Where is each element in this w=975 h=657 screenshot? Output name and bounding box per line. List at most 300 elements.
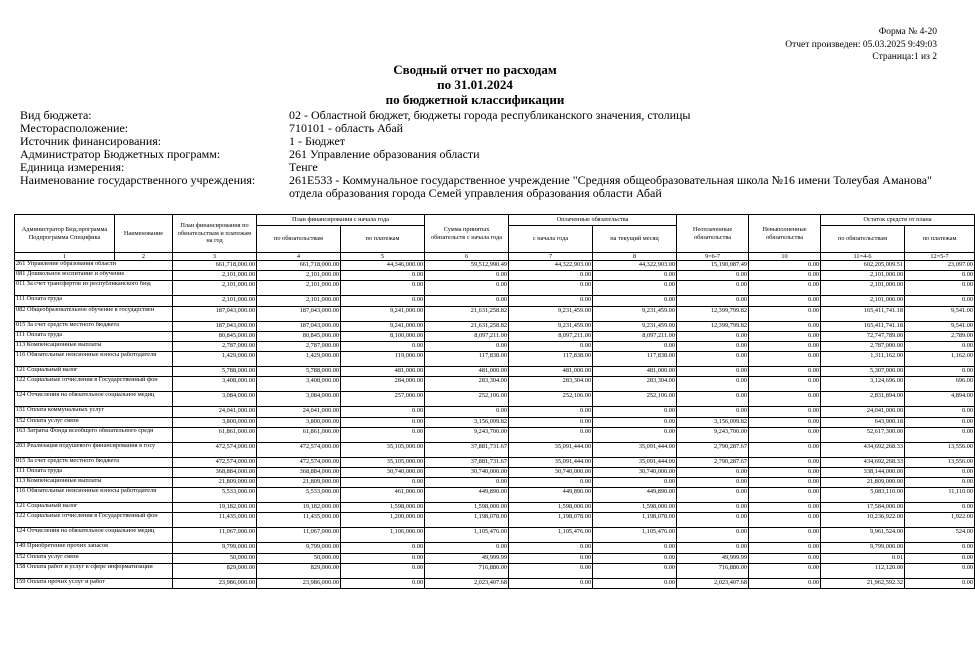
- row-value: 10,236,922.00: [821, 513, 905, 528]
- column-number: 2: [115, 253, 173, 261]
- row-value: 24,041,000.00: [821, 407, 905, 417]
- row-value: 1,198,078.00: [425, 513, 509, 528]
- row-value: 8,100,000.00: [341, 331, 425, 341]
- info-value: 261E533 - Коммунальное государственное учреждение "Средняя общеобразовательная школа №16 имени Толеубая Аманова" отдела образования города Семей управления образования области Абай: [289, 173, 932, 200]
- row-value: 0.00: [593, 578, 677, 588]
- row-value: 0.00: [509, 563, 593, 578]
- row-value: 117,838.00: [593, 352, 677, 367]
- row-value: 15,190,087.49: [677, 261, 749, 271]
- row-value: 3,800,000.00: [257, 417, 341, 427]
- row-value: 44,322,903.00: [509, 261, 593, 271]
- row-value: 44,346,000.00: [341, 261, 425, 271]
- row-value: 30,740,000.00: [341, 467, 425, 477]
- row-value: 1,598,000.00: [425, 503, 509, 513]
- title-line-3: по бюджетной классификации: [385, 92, 565, 107]
- row-value: 3,408,000.00: [257, 377, 341, 392]
- row-value: 9,241,000.00: [341, 321, 425, 331]
- row-value: 21,809,000.00: [173, 478, 257, 488]
- row-value: 9,231,459.00: [593, 306, 677, 321]
- row-value: 52,617,300.00: [821, 427, 905, 442]
- row-value: 0.00: [593, 281, 677, 296]
- row-value: 2,023,407.68: [677, 578, 749, 588]
- row-value: 61,861,000.00: [257, 427, 341, 442]
- row-value: 30,740,000.00: [425, 467, 509, 477]
- info-label: Единица измерения:: [20, 160, 125, 174]
- form-number: Форма № 4-20: [878, 27, 937, 37]
- page-number: Страница:1 из 2: [872, 52, 937, 62]
- col-plan-from-start: План финансирования с начала года: [257, 215, 425, 226]
- row-name: 111 Оплата труда: [15, 467, 173, 477]
- row-value: 2,101,000.00: [257, 281, 341, 296]
- table-row: [15, 367, 975, 377]
- row-name: 122 Социальные отчисления в Государственный фон: [15, 377, 173, 392]
- row-name: 152 Оплата услуг связи: [15, 553, 173, 563]
- row-value: 283,304.00: [593, 377, 677, 392]
- row-value: 449,890.00: [425, 488, 509, 503]
- row-value: 716,880.00: [677, 563, 749, 578]
- row-value: 252,106.00: [425, 392, 509, 407]
- row-value: 0.00: [905, 271, 975, 281]
- row-value: 0.00: [425, 296, 509, 306]
- row-value: 472,574,000.00: [257, 442, 341, 457]
- column-number: 4: [257, 253, 341, 261]
- row-value: 1,598,000.00: [509, 503, 593, 513]
- row-value: 0.00: [749, 281, 821, 296]
- row-value: 117,838.00: [425, 352, 509, 367]
- row-value: 8,097,211.00: [509, 331, 593, 341]
- row-value: 602,205,009.51: [821, 261, 905, 271]
- row-value: 829,000.00: [173, 563, 257, 578]
- table-row: [15, 528, 975, 543]
- row-value: 30,740,000.00: [509, 467, 593, 477]
- row-value: 9,231,459.00: [509, 306, 593, 321]
- row-value: 1,598,000.00: [341, 503, 425, 513]
- row-value: 1,429,000.00: [257, 352, 341, 367]
- row-value: 0.00: [509, 407, 593, 417]
- row-value: 2,787,000.00: [173, 341, 257, 351]
- row-value: 0.00: [749, 543, 821, 553]
- row-value: 449,890.00: [593, 488, 677, 503]
- row-value: 0.00: [425, 478, 509, 488]
- row-value: 0.00: [749, 457, 821, 467]
- row-name: 149 Приобретение прочих запасов: [15, 543, 173, 553]
- row-value: 165,411,741.18: [821, 306, 905, 321]
- info-label: Администратор Бюджетных программ:: [20, 147, 221, 161]
- row-value: 11,067,000.00: [257, 528, 341, 543]
- col-paid: Оплаченные обязательства: [509, 215, 677, 226]
- row-value: 0.00: [341, 271, 425, 281]
- row-value: 80,845,000.00: [173, 331, 257, 341]
- row-value: 13,556.00: [905, 442, 975, 457]
- table-row: [15, 296, 975, 306]
- row-value: 37,881,731.67: [425, 457, 509, 467]
- row-value: 481,000.00: [341, 367, 425, 377]
- row-value: 0.00: [677, 528, 749, 543]
- row-value: 1,105,476.00: [509, 528, 593, 543]
- row-value: 0.00: [341, 553, 425, 563]
- row-value: 117,838.00: [509, 352, 593, 367]
- row-value: 0.00: [749, 271, 821, 281]
- row-value: 11,110.00: [905, 488, 975, 503]
- col-remaining-payments: по платежам: [905, 226, 975, 253]
- table-row: [15, 261, 975, 271]
- row-value: 0.00: [341, 417, 425, 427]
- row-value: 165,411,741.18: [821, 321, 905, 331]
- table-row: [15, 457, 975, 467]
- row-value: 0.00: [749, 442, 821, 457]
- row-value: 2,023,407.68: [425, 578, 509, 588]
- row-value: 2,101,000.00: [821, 281, 905, 296]
- row-value: 661,718,000.00: [257, 261, 341, 271]
- col-unfulfilled: Невыполненные обязательства: [749, 215, 821, 253]
- row-name: 159 Оплата прочих услуг и работ: [15, 578, 173, 588]
- row-value: 3,084,000.00: [257, 392, 341, 407]
- row-value: 80,845,000.00: [257, 331, 341, 341]
- row-value: 0.00: [905, 296, 975, 306]
- row-value: 187,043,000.00: [257, 306, 341, 321]
- info-label: Вид бюджета:: [20, 108, 92, 122]
- row-value: 1,598,000.00: [593, 503, 677, 513]
- table-row: [15, 467, 975, 477]
- col-unpaid: Неоплаченные обязательства: [677, 215, 749, 253]
- row-value: 0.00: [905, 467, 975, 477]
- table-row: [15, 553, 975, 563]
- row-value: 112,120.00: [821, 563, 905, 578]
- row-value: 19,182,000.00: [173, 503, 257, 513]
- row-value: 0.00: [749, 296, 821, 306]
- row-value: 0.00: [749, 417, 821, 427]
- row-value: 23,097.00: [905, 261, 975, 271]
- row-value: 5,307,000.00: [821, 367, 905, 377]
- table-row: [15, 377, 975, 392]
- row-name: 015 За счет средств местного бюджета: [15, 457, 173, 467]
- row-value: 0.00: [341, 296, 425, 306]
- column-number: 5: [341, 253, 425, 261]
- row-value: 696.00: [905, 377, 975, 392]
- column-number: 10: [749, 253, 821, 261]
- table-row: [15, 281, 975, 296]
- row-value: 481,000.00: [593, 367, 677, 377]
- row-name: 158 Оплата работ и услуг в сфере информатизации: [15, 563, 173, 578]
- row-value: 0.00: [905, 417, 975, 427]
- info-value: 1 - Бюджет: [289, 134, 346, 148]
- row-value: 1,198,078.00: [593, 513, 677, 528]
- row-value: 1,162.00: [905, 352, 975, 367]
- row-value: 0.00: [593, 478, 677, 488]
- col-name: Наименование: [115, 215, 173, 253]
- table-row: [15, 271, 975, 281]
- title-line-2: по 31.01.2024: [437, 77, 513, 92]
- row-value: 0.00: [749, 331, 821, 341]
- row-name: 121 Социальный налог: [15, 503, 173, 513]
- table-row: [15, 341, 975, 351]
- row-value: 21,809,000.00: [257, 478, 341, 488]
- row-value: 9,243,700.00: [677, 427, 749, 442]
- row-value: 12,399,799.82: [677, 321, 749, 331]
- row-value: 643,900.18: [821, 417, 905, 427]
- row-value: 461,000.00: [341, 488, 425, 503]
- table-row: [15, 352, 975, 367]
- column-number: 3: [173, 253, 257, 261]
- row-value: 0.00: [509, 427, 593, 442]
- table-row: [15, 306, 975, 321]
- row-value: 0.00: [509, 341, 593, 351]
- row-value: 257,000.00: [341, 392, 425, 407]
- row-value: 0.00: [341, 543, 425, 553]
- row-value: 0.00: [341, 478, 425, 488]
- row-value: 0.00: [749, 467, 821, 477]
- row-value: 11,435,000.00: [257, 513, 341, 528]
- table-row: [15, 392, 975, 407]
- row-value: 11,435,000.00: [173, 513, 257, 528]
- info-row: [20, 174, 944, 200]
- row-value: 30,740,000.00: [593, 467, 677, 477]
- report-title: [0, 62, 950, 107]
- info-value: Тенге: [289, 160, 318, 174]
- row-value: 35,105,000.00: [341, 457, 425, 467]
- row-value: 0.00: [509, 543, 593, 553]
- row-value: 9,231,459.00: [509, 321, 593, 331]
- row-value: 119,000.00: [341, 352, 425, 367]
- row-value: 72,747,789.00: [821, 331, 905, 341]
- row-value: 0.00: [905, 407, 975, 417]
- row-value: 8,097,211.00: [425, 331, 509, 341]
- row-value: 284,000.00: [341, 377, 425, 392]
- row-value: 3,156,099.82: [425, 417, 509, 427]
- row-value: 0.00: [677, 503, 749, 513]
- row-value: 2,101,000.00: [821, 271, 905, 281]
- row-value: 0.00: [905, 281, 975, 296]
- row-value: 3,408,000.00: [173, 377, 257, 392]
- row-value: 11,067,000.00: [173, 528, 257, 543]
- row-value: 0.00: [905, 503, 975, 513]
- row-value: 0.00: [677, 377, 749, 392]
- column-number: 9=6-7: [677, 253, 749, 261]
- row-value: 0.00: [905, 427, 975, 442]
- row-value: 49,999.99: [425, 553, 509, 563]
- table-row: [15, 321, 975, 331]
- row-name: 116 Обязательные пенсионные взносы работодателя: [15, 488, 173, 503]
- row-value: 0.00: [593, 417, 677, 427]
- row-value: 0.00: [749, 513, 821, 528]
- col-accepted: Сумма принятых обязательств с начала года: [425, 215, 509, 253]
- row-value: 1,105,476.00: [425, 528, 509, 543]
- row-value: 0.00: [677, 331, 749, 341]
- row-value: 0.00: [509, 553, 593, 563]
- row-value: 21,962,592.32: [821, 578, 905, 588]
- row-value: 0.00: [509, 417, 593, 427]
- row-value: 481,000.00: [509, 367, 593, 377]
- row-value: 1,429,000.00: [173, 352, 257, 367]
- row-name: 082 Общеобразовательное обучение в государствен: [15, 306, 173, 321]
- row-name: 124 Отчисления на обязательное социальное медиц: [15, 528, 173, 543]
- row-value: 35,091,444.00: [593, 457, 677, 467]
- row-value: 0.00: [593, 407, 677, 417]
- row-value: 13,556.00: [905, 457, 975, 467]
- table-row: [15, 417, 975, 427]
- row-name: 124 Отчисления на обязательное социальное медиц: [15, 392, 173, 407]
- row-value: 0.00: [677, 296, 749, 306]
- col-paid-month: на текущий месяц: [593, 226, 677, 253]
- row-name: 011 За счет трансфертов из республиканского бюд: [15, 281, 173, 296]
- row-name: 015 За счет средств местного бюджета: [15, 321, 173, 331]
- table-row: [15, 578, 975, 588]
- table-row: [15, 543, 975, 553]
- row-value: 252,106.00: [509, 392, 593, 407]
- row-value: 0.00: [341, 427, 425, 442]
- row-value: 9,799,000.00: [821, 543, 905, 553]
- row-value: 0.00: [425, 407, 509, 417]
- row-value: 0.00: [749, 321, 821, 331]
- row-value: 1,311,162.00: [821, 352, 905, 367]
- row-value: 0.00: [677, 478, 749, 488]
- row-value: 23,986,000.00: [173, 578, 257, 588]
- row-value: 5,533,000.00: [173, 488, 257, 503]
- row-value: 0.00: [509, 296, 593, 306]
- info-label: Источник финансирования:: [20, 134, 162, 148]
- col-remaining-obligations: по обязательствам: [821, 226, 905, 253]
- row-value: 0.00: [749, 392, 821, 407]
- generated-date: Отчет произведен: 05.03.2025 9:49:03: [785, 39, 937, 50]
- row-value: 0.00: [749, 352, 821, 367]
- row-value: 2,101,000.00: [821, 296, 905, 306]
- row-value: 5,788,000.00: [173, 367, 257, 377]
- row-name: 261 Управление образования области: [15, 261, 173, 271]
- report-meta: [785, 26, 937, 64]
- row-value: 0.00: [677, 271, 749, 281]
- row-value: 59,512,990.49: [425, 261, 509, 271]
- row-name: 111 Оплата труда: [15, 296, 173, 306]
- row-value: 19,182,000.00: [257, 503, 341, 513]
- col-plan: План финансирования по обязательствам и платежам на год: [173, 215, 257, 253]
- row-value: 1,200,000.00: [341, 513, 425, 528]
- table-row: [15, 503, 975, 513]
- row-value: 0.01: [821, 553, 905, 563]
- row-value: 0.00: [593, 553, 677, 563]
- row-value: 4,894.00: [905, 392, 975, 407]
- column-number: 7: [509, 253, 593, 261]
- row-value: 187,043,000.00: [173, 306, 257, 321]
- info-row: [20, 148, 944, 161]
- row-value: 0.00: [593, 341, 677, 351]
- row-value: 449,890.00: [509, 488, 593, 503]
- row-value: 50,000.00: [257, 553, 341, 563]
- row-value: 24,041,000.00: [257, 407, 341, 417]
- row-value: 472,574,000.00: [257, 457, 341, 467]
- row-value: 0.00: [749, 528, 821, 543]
- row-value: 0.00: [593, 427, 677, 442]
- row-value: 0.00: [509, 478, 593, 488]
- row-value: 8,097,211.00: [593, 331, 677, 341]
- row-value: 0.00: [593, 271, 677, 281]
- row-value: 0.00: [509, 271, 593, 281]
- report-info: [20, 109, 944, 200]
- row-value: 0.00: [749, 563, 821, 578]
- col-paid-from-start: с начала года: [509, 226, 593, 253]
- row-value: 0.00: [341, 341, 425, 351]
- row-value: 2,789.00: [905, 331, 975, 341]
- row-value: 2,831,894.00: [821, 392, 905, 407]
- row-value: 0.00: [677, 341, 749, 351]
- row-value: 5,533,000.00: [257, 488, 341, 503]
- row-name: 121 Социальный налог: [15, 367, 173, 377]
- row-value: 0.00: [509, 578, 593, 588]
- row-value: 0.00: [425, 341, 509, 351]
- row-value: 434,692,268.33: [821, 457, 905, 467]
- row-value: 187,043,000.00: [173, 321, 257, 331]
- row-value: 37,881,731.67: [425, 442, 509, 457]
- row-value: 0.00: [341, 578, 425, 588]
- info-value: 261 Управление образования области: [289, 147, 480, 161]
- row-value: 0.00: [425, 271, 509, 281]
- row-name: 122 Социальные отчисления в Государственный фон: [15, 513, 173, 528]
- row-value: 2,101,000.00: [173, 271, 257, 281]
- row-value: 0.00: [425, 281, 509, 296]
- row-value: 61,861,000.00: [173, 427, 257, 442]
- col-remaining: Остаток средств от плана: [821, 215, 975, 226]
- row-value: 338,144,000.00: [821, 467, 905, 477]
- row-value: 368,884,000.00: [173, 467, 257, 477]
- row-value: 0.00: [677, 281, 749, 296]
- table-row: [15, 442, 975, 457]
- row-value: 2,787,000.00: [257, 341, 341, 351]
- row-value: 0.00: [905, 563, 975, 578]
- row-value: 17,584,000.00: [821, 503, 905, 513]
- row-value: 0.00: [905, 341, 975, 351]
- row-value: 24,041,000.00: [173, 407, 257, 417]
- row-value: 35,091,444.00: [509, 457, 593, 467]
- row-value: 23,986,000.00: [257, 578, 341, 588]
- row-value: 1,106,000.00: [341, 528, 425, 543]
- row-value: 3,156,099.82: [677, 417, 749, 427]
- row-value: 2,787,000.00: [821, 341, 905, 351]
- row-value: 0.00: [749, 478, 821, 488]
- row-value: 2,101,000.00: [173, 296, 257, 306]
- table-row: [15, 563, 975, 578]
- row-value: 49,999.99: [677, 553, 749, 563]
- row-value: 472,574,000.00: [173, 442, 257, 457]
- row-value: 21,631,258.82: [425, 321, 509, 331]
- row-value: 9,541.00: [905, 306, 975, 321]
- expense-table: [14, 214, 975, 589]
- row-value: 0.00: [749, 306, 821, 321]
- column-number: 8: [593, 253, 677, 261]
- table-row: [15, 331, 975, 341]
- row-value: 1,198,078.00: [509, 513, 593, 528]
- row-value: 2,790,287.67: [677, 442, 749, 457]
- info-row: [20, 109, 944, 122]
- row-value: 44,322,903.00: [593, 261, 677, 271]
- row-value: 35,091,444.00: [509, 442, 593, 457]
- row-value: 0.00: [677, 392, 749, 407]
- row-value: 5,083,110.00: [821, 488, 905, 503]
- row-value: 252,106.00: [593, 392, 677, 407]
- row-value: 0.00: [749, 578, 821, 588]
- row-value: 0.00: [905, 543, 975, 553]
- column-numbers: [15, 253, 975, 261]
- row-value: 0.00: [677, 488, 749, 503]
- row-value: 1,105,476.00: [593, 528, 677, 543]
- row-value: 2,101,000.00: [257, 296, 341, 306]
- table-body: [15, 261, 975, 589]
- table-row: [15, 427, 975, 442]
- row-value: 0.00: [509, 281, 593, 296]
- row-value: 0.00: [593, 543, 677, 553]
- row-name: 163 Затраты Фонда всеобщего обязательного средн: [15, 427, 173, 442]
- row-value: 5,788,000.00: [257, 367, 341, 377]
- info-value: 02 - Областной бюджет, бюджеты города республиканского значения, столицы: [289, 108, 691, 122]
- row-value: 3,800,000.00: [173, 417, 257, 427]
